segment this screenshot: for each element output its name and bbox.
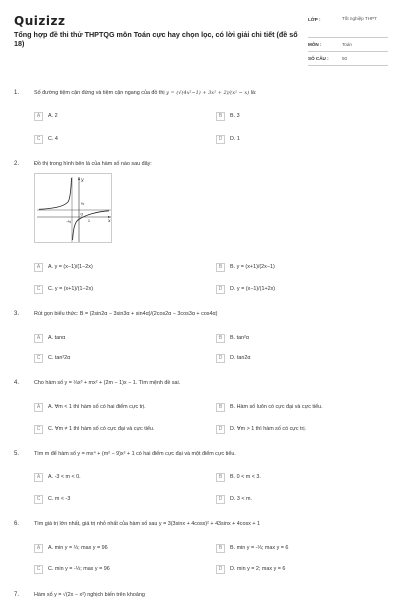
question-number: 5.: [14, 451, 20, 457]
meta-class-row: [308, 14, 388, 38]
option-2d[interactable]: D D. y = (x−1)/(1+2x): [216, 283, 275, 295]
class-value: Tốt nghiệp THPT: [342, 16, 377, 21]
y-label: y: [81, 178, 84, 183]
option-1b[interactable]: B B. 3: [216, 110, 240, 122]
option-6c[interactable]: C C. min y = -⅓; max y = 96: [34, 563, 110, 575]
option-3b[interactable]: B B. tan²α: [216, 332, 249, 344]
option-3a[interactable]: A A. tanα: [34, 332, 65, 344]
question-text: Tìm m để hàm số y = mx⁴ + (m² − 9)x² + 1 có hai điểm cực đại và một điểm cực tiểu.: [34, 451, 236, 457]
x-axis-arrow: [108, 216, 111, 218]
question-number: 2.: [14, 161, 20, 167]
option-6d[interactable]: D D. min y = 2; max y = 6: [216, 563, 285, 575]
count-label: SỐ CÂU :: [308, 56, 329, 61]
tick-neg-half: −½: [66, 220, 71, 224]
question-number: 3.: [14, 311, 20, 317]
graph-svg: [35, 174, 113, 244]
option-2a[interactable]: A A. y = (x−1)/(1−2x): [34, 261, 93, 273]
question-formula: y = (√(4x²−1) + 3x² + 2)/(x² − x): [166, 90, 250, 96]
option-5a[interactable]: A A. -3 < m < 0.: [34, 471, 81, 483]
tick-one: 1: [88, 219, 90, 223]
option-6a[interactable]: A A. min y = ⅓; max y = 96: [34, 542, 108, 554]
question-text: Đồ thị trong hình bên là của hàm số nào sau đây:: [34, 161, 152, 167]
subject-value: Toán: [342, 42, 352, 47]
y-axis-arrow: [78, 177, 80, 180]
meta-count-row: [308, 52, 388, 66]
subject-label: MÔN :: [308, 42, 322, 47]
question-number: 6.: [14, 521, 20, 527]
option-4c[interactable]: C C. ∀m ≠ 1 thì hàm số có cực đại và cực tiểu.: [34, 423, 154, 435]
option-3c[interactable]: C C. tan²2α: [34, 352, 70, 364]
option-1c[interactable]: C C. 4: [34, 133, 58, 145]
option-2c[interactable]: C C. y = (x+1)/(1−2x): [34, 283, 93, 295]
x-label: x: [108, 219, 111, 224]
question-text: Rút gọn biểu thức: B = (2sin2α − 3sin3α + sin4α)/(2cos2α − 3cos3α + cos4α): [34, 311, 218, 317]
right-branch: [73, 211, 109, 240]
left-branch: [39, 178, 72, 209]
option-5b[interactable]: B B. 0 < m < 3.: [216, 471, 261, 483]
class-label: LỚP :: [308, 17, 321, 22]
question-text: Tìm giá trị lớn nhất, giá trị nhỏ nhất của hàm số sau y = 3(3sinx + 4cosx)² + 43sinx + 4cosx + 1: [34, 521, 261, 527]
option-4d[interactable]: D D. ∀m > 1 thì hàm số có cực trị.: [216, 423, 306, 435]
question-number: 4.: [14, 380, 20, 386]
document-title: Tổng hợp đề thi thử THPTQG môn Toán cực hay chọn lọc, có lời giải chi tiết (đề số 18): [14, 30, 298, 48]
question-text: Cho hàm số y = ⅓x³ + mx² + (2m − 1)x − 1. Tìm mệnh đề sai.: [34, 380, 181, 386]
question-number: 1.: [14, 90, 20, 96]
option-1d[interactable]: D D. 1: [216, 133, 240, 145]
question-text: Số đường tiệm cận đứng và tiệm cận ngang của đồ thị y = (√(4x²−1) + 3x² + 2)/(x² − x) là:: [34, 90, 257, 96]
tick-half: ½: [81, 202, 84, 206]
question-number: 7.: [14, 592, 20, 598]
meta-subject-row: [308, 38, 388, 52]
meta-panel: [308, 14, 388, 66]
option-4b[interactable]: B B. Hàm số luôn có cực đại và cực tiểu.: [216, 401, 323, 413]
option-5d[interactable]: D D. 3 < m.: [216, 493, 252, 505]
option-5c[interactable]: C C. m < -3: [34, 493, 70, 505]
option-1a[interactable]: A A. 2: [34, 110, 58, 122]
option-6b[interactable]: B B. min y = -⅓; max y = 6: [216, 542, 288, 554]
origin-label: O: [80, 212, 84, 217]
option-2b[interactable]: B B. y = (x+1)/(2x−1): [216, 261, 275, 273]
function-graph: [34, 173, 112, 243]
quizizz-logo: Quizizz: [14, 14, 66, 28]
question-text: Hàm số y = √(2x − x²) nghịch biến trên khoảng: [34, 592, 145, 598]
option-4a[interactable]: A A. ∀m < 1 thì hàm số có hai điểm cực trị.: [34, 401, 146, 413]
count-value: 50: [342, 56, 348, 61]
option-3d[interactable]: D D. tan2α: [216, 352, 251, 364]
